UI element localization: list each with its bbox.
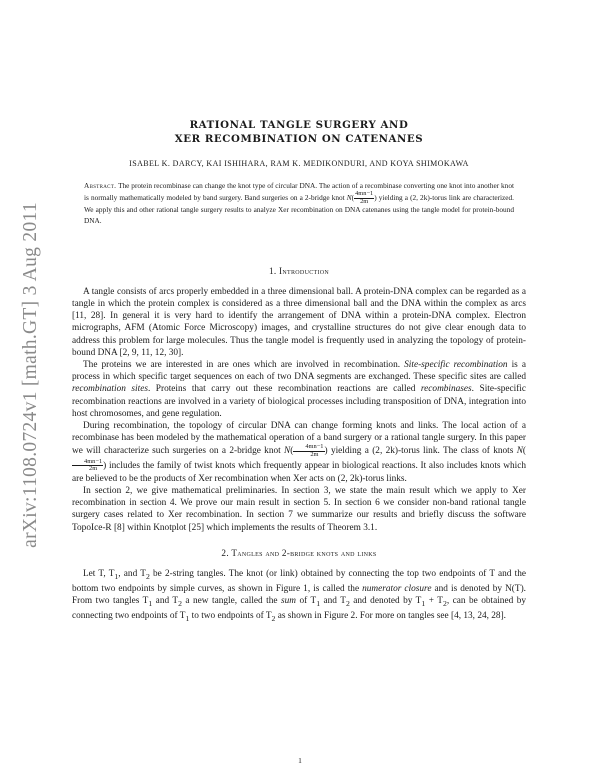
term-recombination-sites: recombination sites	[72, 384, 148, 395]
term-site-specific-recombination: Site-specific recombination	[404, 360, 508, 371]
paper-title	[72, 118, 526, 146]
inline-fraction: $\frac{4mn-1}{2m}$	[293, 444, 324, 458]
paragraph: In section 2, we give mathematical preliminaries. In section 3, we state the main result which we apply to Xer recombination in section 4. We prove our main result in section 5. In section 6 we consider non-band rational tangle surgery cases related to Xer recombination. In section 7 we summarize our results and briefly discuss the software TopoIce-R [8] within Knotplot [25] which implements the results of Theorem 3.1.	[72, 486, 526, 533]
section-1-heading: 1. Introduction	[268, 265, 330, 276]
paragraph: During recombination, the topology of circular DNA can change forming knots and links. The local action of a recombinase has been modeled by the mathematical operation of a band surgery or a rational tangle surgery. In this paper we will characterize such surgeries on a 2-bridge knot N( $\frac{4mn-1}{2m}$ ) yielding a (2, 2k)-torus link. The class of knots N( $\frac{4mn-1}{2m}$ ) includes the family of twist knots which frequently appear in biological reactions. It also includes knots which are believed to be the products of Xer recombination when Xer acts on (2, 2k)-torus links.	[72, 421, 526, 484]
abstract-fraction	[354, 191, 374, 205]
title-line-1: RATIONAL TANGLE SURGERY AND	[189, 119, 409, 131]
arxiv-stamp	[18, 190, 44, 560]
section-2-body	[72, 568, 526, 625]
author-list: ISABEL K. DARCY, KAI ISHIHARA, RAM K. MEDIKONDURI, AND KOYA SHIMOKAWA	[129, 159, 469, 168]
term-numerator-closure: numerator closure	[362, 583, 432, 594]
abstract-text-a: The protein recombinase can change the knot type of circular DNA. The action of a recombinase converting one knot into another knot is normally mathematically modeled by band surgery. Band surgeries on a 2-bridge knot	[84, 181, 514, 202]
paragraph: Let T, $T_1$, and $T_2$ be 2-string tangles. The knot (or link) obtained by connecting the top two endpoints of T and the bottom two endpoints by simple curves, as shown in Figure 1, is called the numerator closure and is denoted by N(T). From two tangles $T_1$ and $T_2$ a new tangle, called the sum of $T_1$ and $T_2$ and denoted by $T_1 + T_2$, can be obtained by connecting two endpoints of $T_1$ to two endpoints of $T_2$ as shown in Figure 2. For more on tangles see [4, 13, 24, 28].	[72, 568, 526, 624]
section-1-body	[72, 286, 526, 534]
inline-fraction: $\frac{4mn-1}{2m}$	[72, 459, 103, 473]
abstract-text-b: yielding a (2, 2k)-torus link are characterized. We apply this and other rational tangle surgery results to analyze Xer recombination on DNA catenanes using the tangle model for protein-bound DNA.	[84, 192, 515, 225]
title-line-2: XER RECOMBINATION ON CATENANES	[174, 133, 424, 145]
term-recombinases: recombinases	[420, 384, 472, 395]
paper-page	[72, 118, 526, 625]
paragraph: A tangle consists of arcs properly embedded in a three dimensional ball. A protein-DNA complex can be regarded as a tangle in which the protein complex is considered as a three dimensional ball and the DNA within the complex as arcs [11, 28]. In general it is very hard to identify the arrangement of DNA within a protein-DNA complex. Electron micrographs, AFM (Atomic Force Microscopy) images, and crystalline structures do not give clear enough data to address this problem for large molecules. Thus the tangle model is frequently used in analyzing the topology of protein-bound DNA [2, 9, 11, 12, 30].	[72, 286, 526, 358]
arxiv-identifier: arXiv:1108.0724v1 [math.GT] 3 Aug 2011	[20, 202, 41, 548]
section-2-heading: 2. Tangles and 2-bridge knots and links	[221, 547, 377, 558]
fraction-numerator: 4mn−1	[355, 190, 374, 198]
abstract-N: N	[346, 192, 352, 202]
abstract-label: Abstract.	[84, 181, 117, 190]
fraction-denominator: 2m	[360, 197, 369, 205]
page-number: 1	[298, 756, 302, 765]
term-sum: sum	[281, 596, 296, 607]
abstract: Abstract. The protein recombinase can change the knot type of circular DNA. The action of a recombinase converting one knot into another knot is normally mathematically modeled by band surgery. Band surgeries on a 2-bridge knot N( $\frac{4mn-1}{2m}$ ) yielding a (2, 2k)-torus link are characterized. We apply this and other rational tangle surgery results to analyze Xer recombination on DNA catenanes using the tangle model for protein-bound DNA.	[84, 181, 515, 225]
paragraph: The proteins we are interested in are ones which are involved in recombination. Site-specific recombination is a process in which specific target sequences on each of two DNA segments are exchanged. These specific sites are called recombination sites. Proteins that carry out these recombination reactions are called recombinases. Site-specific recombination reactions are involved in a variety of biological processes including transposition of DNA, integration into host chromosomes, and gene regulation.	[72, 360, 526, 419]
